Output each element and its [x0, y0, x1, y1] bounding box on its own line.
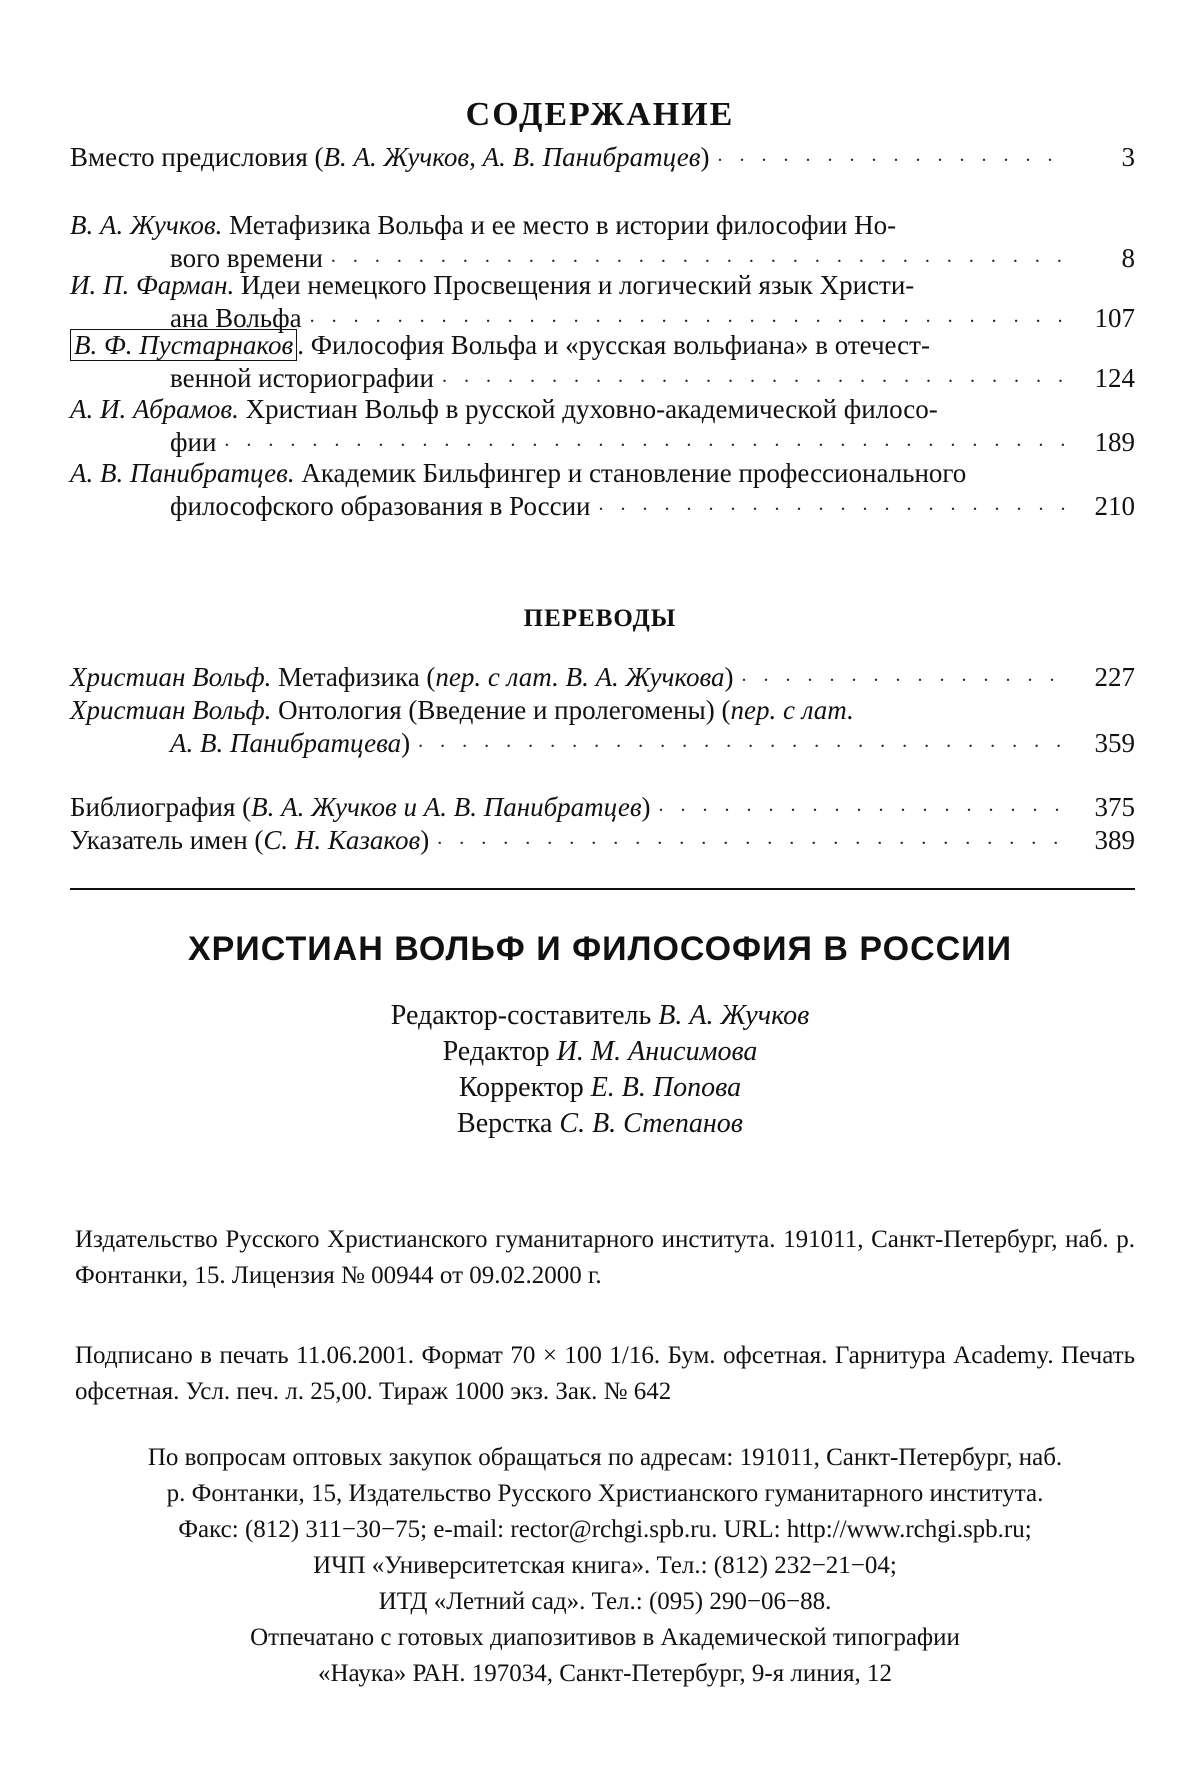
toc-page-number: 359: [1094, 728, 1135, 758]
appendix-close: ): [641, 792, 651, 822]
typography-note: [75, 1620, 1135, 1692]
toc-entry-title: Идеи немецкого Просвещения и логический язык Христи-: [234, 270, 915, 300]
leader-dots: [442, 365, 1067, 388]
toc-entry-text: Вместо предисловия (: [70, 142, 324, 172]
credit-line: [0, 1070, 1200, 1106]
toc-entry-preface: [70, 140, 1135, 173]
credit-role: Редактор-составитель: [390, 1000, 659, 1031]
toc-entry-author: А. И. Абрамов.: [70, 394, 239, 424]
credit-role: Верстка: [457, 1108, 560, 1139]
toc-entry-title-cont: вого времени: [170, 243, 323, 273]
printing-note: Подписано в печать 11.06.2001. Формат 70 × 100 1/16. Бум. офсетная. Гарнитура Academy. Печать офсетная. Усл. печ. л. 25,00. Тираж 1000 экз. Зак. № 642: [75, 1342, 1135, 1405]
credit-name: Е. В. Попова: [590, 1072, 742, 1103]
credits-block: [0, 998, 1200, 1142]
leader-dots: [224, 429, 1067, 452]
toc-entry-author: В. А. Жучков.: [70, 210, 223, 240]
leader-dots: [742, 664, 1068, 687]
leader-dots: [599, 493, 1067, 516]
toc-entry: [70, 208, 1135, 274]
translation-translator: пер. с лат. В. А. Жучкова: [435, 662, 725, 692]
translation-title: Онтология (Введение и пролегомены) (: [271, 695, 731, 725]
leader-dots: [659, 794, 1067, 817]
appendix-entry-bibliography: [70, 790, 1135, 823]
toc-page-number: 210: [1094, 491, 1135, 521]
credit-line: [0, 1106, 1200, 1142]
credit-role: Редактор: [442, 1036, 557, 1067]
translation-close: ): [401, 728, 411, 758]
appendix-close: ): [420, 825, 430, 855]
credit-name: В. А. Жучков: [658, 1000, 810, 1031]
leader-dots: [717, 144, 1067, 167]
toc-entry-title: Метафизика Вольфа и ее место в истории философии Но-: [222, 210, 897, 240]
contents-heading: СОДЕРЖАНИЕ: [465, 96, 735, 133]
toc-entry-author: А. В. Панибратцев.: [70, 458, 295, 488]
translation-entry: [70, 660, 1135, 693]
toc-entry-close: ): [700, 142, 710, 172]
toc-page-number: 389: [1094, 825, 1135, 855]
translation-author: Христиан Вольф.: [70, 662, 272, 692]
typography-line: Отпечатано с готовых диапозитивов в Академической типографии: [250, 1624, 960, 1651]
appendix-authors: В. А. Жучков и А. В. Панибратцев: [251, 792, 642, 822]
translations-heading: ПЕРЕВОДЫ: [523, 605, 677, 632]
toc-page-number: 375: [1094, 792, 1135, 822]
credit-line: [0, 1034, 1200, 1070]
translation-title: Метафизика (: [271, 662, 436, 692]
toc-entry-author-boxed: В. Ф. Пустарнаков: [70, 329, 297, 361]
credit-role: Корректор: [458, 1072, 591, 1103]
toc-entry: [70, 392, 1135, 458]
wholesale-line: Факс: (812) 311−30−75; e-mail: rector@rchgi.spb.ru. URL: http://www.rchgi.spb.ru;: [178, 1516, 1032, 1543]
wholesale-line: ИЧП «Университетская книга». Тел.: (812) 232−21−04;: [313, 1552, 897, 1579]
toc-page-number: 189: [1094, 427, 1135, 457]
credit-line: [0, 998, 1200, 1034]
leader-dots: [331, 245, 1067, 268]
toc-entry: [70, 328, 1135, 394]
leader-dots: [310, 305, 1067, 328]
toc-page-number: 227: [1094, 662, 1135, 692]
toc-page-number: 3: [1121, 142, 1135, 172]
credit-name: И. М. Анисимова: [556, 1036, 758, 1067]
toc-page-number: 8: [1121, 243, 1135, 273]
appendix-text: Указатель имен (: [70, 825, 264, 855]
toc-entry: [70, 268, 1135, 334]
translation-close: ): [724, 662, 734, 692]
divider-rule: [70, 888, 1135, 890]
toc-entry-title: Христиан Вольф в русской духовно-академической филосо-: [238, 394, 938, 424]
leader-dots: [418, 730, 1067, 753]
toc-entry-title-cont: философского образования в России: [170, 491, 591, 521]
wholesale-line: р. Фонтанки, 15, Издательство Русского Христианского гуманитарного института.: [166, 1480, 1044, 1507]
toc-page-number: 107: [1094, 303, 1135, 333]
toc-entry-title: Академик Бильфингер и становление профессионального: [294, 458, 967, 488]
toc-entry-author: И. П. Фарман.: [70, 270, 235, 300]
credit-name: С. В. Степанов: [559, 1108, 743, 1139]
book-title: ХРИСТИАН ВОЛЬФ И ФИЛОСОФИЯ В РОССИИ: [187, 930, 1013, 968]
toc-entry-title-cont: венной историографии: [170, 363, 434, 393]
wholesale-line: ИТД «Летний сад». Тел.: (095) 290−06−88.: [378, 1588, 832, 1615]
wholesale-line: По вопросам оптовых закупок обращаться по адресам: 191011, Санкт-Петербург, наб.: [147, 1444, 1063, 1471]
toc-entry-title-cont: фии: [170, 427, 217, 457]
toc-entry-title-cont: ана Вольфа: [170, 303, 302, 333]
toc-entry-title: . Философия Вольфа и «русская вольфиана» в отечест-: [297, 330, 930, 360]
typography-line: «Наука» РАН. 197034, Санкт-Петербург, 9-я линия, 12: [317, 1660, 893, 1687]
appendix-authors: С. Н. Казаков: [263, 825, 421, 855]
appendix-text: Библиография (: [70, 792, 252, 822]
toc-entry-authors: В. А. Жучков, А. В. Панибратцев: [323, 142, 701, 172]
translation-entry: [70, 693, 1135, 759]
toc-entry: [70, 456, 1135, 522]
appendix-entry-index: [70, 823, 1135, 856]
translation-translator-cont: А. В. Панибратцева: [170, 728, 402, 758]
leader-dots: [437, 827, 1067, 850]
translation-author: Христиан Вольф.: [70, 695, 272, 725]
wholesale-contacts: [75, 1440, 1135, 1620]
translation-translator: пер. с лат.: [730, 695, 854, 725]
publisher-note: Издательство Русского Христианского гуманитарного института. 191011, Санкт-Петербург, наб. р. Фонтанки, 15. Лицензия № 00944 от 09.02.2000 г.: [75, 1226, 1135, 1289]
toc-page-number: 124: [1094, 363, 1135, 393]
